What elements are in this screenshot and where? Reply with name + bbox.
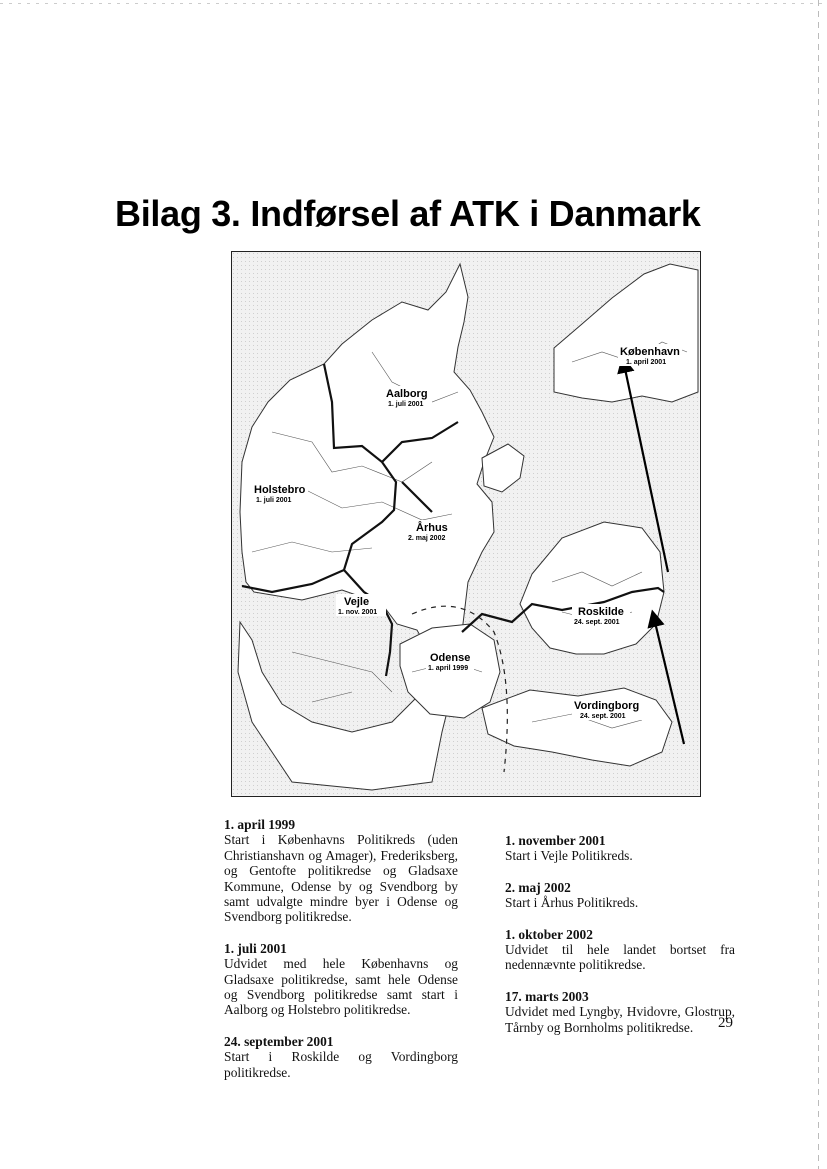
map-label-aarhus [406, 520, 452, 542]
entry-body: Udvidet med hele Københavns og Gladsaxe politikredse, samt hele Odense og Svendborg politikredse samt start i Aalborg og Holstebro politikredse. [224, 956, 458, 1018]
timeline-entry [505, 927, 735, 973]
scan-edge-top [0, 3, 827, 4]
timeline-entry [224, 817, 458, 925]
denmark-map [231, 251, 701, 797]
timeline-entry [505, 989, 735, 1035]
entry-heading: 2. maj 2002 [505, 879, 571, 895]
timeline-entry [505, 880, 735, 911]
timeline-entry [224, 1034, 458, 1080]
label-koebenhavn-date: 1. april 2001 [626, 359, 667, 366]
timeline-entry [505, 833, 735, 864]
map-label-aalborg [384, 386, 432, 408]
label-vejle-date: 1. nov. 2001 [338, 609, 378, 616]
entry-body: Start i Vejle Politikreds. [505, 848, 633, 864]
page-title: Bilag 3. Indførsel af ATK i Danmark [115, 193, 701, 234]
label-holstebro-name: Holstebro [254, 484, 306, 496]
scan-edge-right [818, 0, 819, 1169]
entry-heading: 1. juli 2001 [224, 940, 287, 956]
entry-heading: 1. oktober 2002 [505, 926, 593, 942]
label-aarhus-name: Århus [416, 522, 448, 534]
map-label-vordingborg [572, 698, 642, 720]
label-aalborg-date: 1. juli 2001 [388, 401, 424, 408]
map-label-roskilde [572, 604, 630, 626]
entry-body: Udvidet med Lyngby, Hvidovre, Glostrup, Tårnby og Bornholms politikredse. [505, 1004, 735, 1035]
label-aarhus-date: 2. maj 2002 [408, 535, 446, 542]
entry-heading: 1. april 1999 [224, 817, 296, 832]
page-number: 29 [718, 1015, 733, 1031]
label-roskilde-name: Roskilde [578, 606, 624, 618]
label-roskilde-date: 24. sept. 2001 [574, 619, 620, 626]
entry-heading: 1. november 2001 [505, 833, 606, 848]
timeline-right-column [505, 833, 735, 1051]
label-vordingborg-date: 24. sept. 2001 [580, 713, 626, 720]
map-label-vejle [336, 594, 386, 616]
label-odense-name: Odense [430, 652, 471, 664]
map-label-odense [426, 650, 474, 672]
entry-heading: 24. september 2001 [224, 1033, 334, 1049]
entry-body: Start i Århus Politikreds. [505, 895, 639, 911]
label-holstebro-date: 1. juli 2001 [256, 497, 292, 504]
timeline-entry [224, 941, 458, 1018]
map-label-holstebro [252, 482, 308, 504]
label-koebenhavn-name: København [620, 346, 680, 358]
entry-body: Udvidet til hele landet bortset fra nedennævnte politikredse. [505, 942, 735, 973]
label-vordingborg-name: Vordingborg [574, 700, 640, 712]
label-odense-date: 1. april 1999 [428, 665, 469, 672]
map-label-koebenhavn [618, 344, 682, 366]
entry-heading: 17. marts 2003 [505, 988, 589, 1004]
label-aalborg-name: Aalborg [386, 388, 428, 400]
label-vejle-name: Vejle [344, 596, 370, 608]
timeline-left-column [224, 817, 458, 1096]
entry-body: Start i Københavns Politikreds (uden Christianshavn og Amager), Frederiksberg, og Gentofte politikredse og Gladsaxe Kommune, Odense by og Svendborg by samt udvalgte mindre byer i Odense og Svendborg politikredse. [224, 832, 458, 925]
entry-body: Start i Roskilde og Vordingborg politikredse. [224, 1049, 458, 1080]
